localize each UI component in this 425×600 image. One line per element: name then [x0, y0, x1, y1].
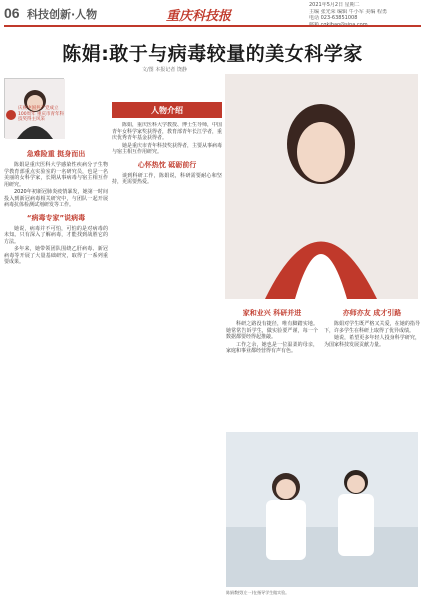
award-logo-icon — [6, 110, 16, 120]
c4-p1: 科研之路没有捷径，唯有脚踏实地。她常常告诉学生，做实验要严谨，每一个数据都要经得起推敲。 — [226, 321, 318, 340]
paper-name: 重庆科技报 — [166, 9, 232, 24]
subhead-4: 家和业兴 科研并进 — [242, 309, 302, 317]
c4-p2: 工作之余，她也是一位温柔的母亲，家庭和事业都经营得有声有色。 — [226, 341, 318, 354]
c3-p2: 她是重庆市青年科技奖获得者，主要从事病毒与宿主相互作用研究。 — [112, 142, 222, 155]
lab-photo-image — [226, 432, 418, 587]
c1-p2: 2020年初新冠肺炎疫情暴发，她第一时间投入到新冠病毒相关研究中，与团队一起开展病毒抗体检测试剂研发等工作。 — [4, 189, 108, 208]
subhead-3: 心怀热忱 砥砺前行 — [137, 160, 197, 169]
page-number: 06 — [4, 5, 20, 21]
profile-box-title: 人物介绍 — [112, 102, 222, 118]
column-2 — [112, 122, 222, 585]
header-rule — [4, 25, 421, 27]
page-header — [0, 0, 425, 24]
column-1 — [4, 145, 108, 585]
c1-p1: 陈娟是重庆医科大学感染性疾病分子生物学教育部重点实验室的一名研究员，也是一名美丽的女科学家，长期从事病毒与宿主相互作用研究。 — [4, 162, 108, 188]
phone-line: 电话 023-63851008 — [309, 15, 358, 21]
award-badge: 庆祝中国共产党成立100周年 重庆市青年科技奖得主风采 — [18, 106, 65, 122]
c2-p2: 多年来，她带领团队围绕乙肝病毒、新冠病毒等开展了大量基础研究，取得了一系列重要成果。 — [4, 246, 108, 265]
subhead-5: 亦师亦友 成才引路 — [342, 309, 402, 317]
column-4 — [324, 304, 420, 429]
lab-caption: 陈娟教授(左一)在指导学生做实验。 — [226, 590, 290, 595]
c5-p1: 陈娟对学生既严格又关爱，在她的指导下，许多学生在科研上取得了优异成绩。 — [324, 321, 420, 334]
column-3 — [226, 304, 318, 429]
c5-p2: 她说，希望更多年轻人投身科学研究，为国家科技发展贡献力量。 — [324, 335, 420, 348]
editor-line: 主编 张光荣 编辑 牛小军 美编 程勇 — [309, 8, 387, 15]
article-title: 陈娟:敢于与病毒较量的美女科学家 — [62, 43, 363, 65]
issue-date: 2021年5月2日 星期二 — [309, 2, 360, 8]
c2-p1: 她说，病毒并不可怕，可怕的是对病毒的未知。只有深入了解病毒，才能找到战胜它的方法。 — [4, 225, 108, 245]
c3-p3: 谈到科研工作，陈娟说，科研需要耐心和坚持，更需要热爱。 — [112, 172, 222, 185]
section-title: 科技创新·人物 — [27, 8, 98, 21]
main-portrait-image — [225, 74, 418, 299]
subhead-1: 急难险重 挺身而出 — [26, 150, 86, 158]
byline: 文/图 本报记者 饶静 — [142, 67, 187, 73]
subhead-2: “病毒专家”说病毒 — [26, 213, 86, 222]
main-portrait — [225, 74, 418, 299]
c3-p1: 陈娟，重庆医科大学教授、博士生导师，中国青年女科学家奖获得者，教育部青年长江学者，重庆优秀青年基金获得者。 — [112, 122, 222, 141]
lab-photo — [226, 432, 418, 587]
